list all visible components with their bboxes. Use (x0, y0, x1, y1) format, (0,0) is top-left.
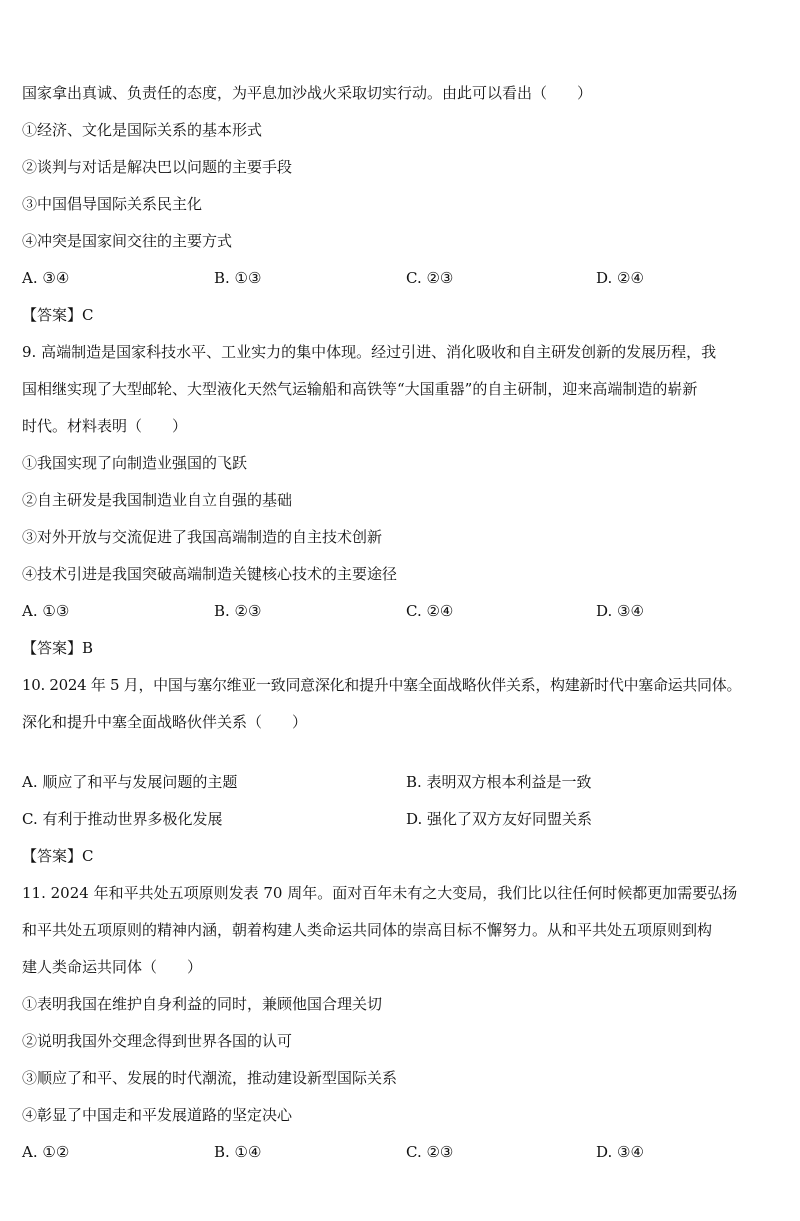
q9-item-2: ②自主研发是我国制造业自立自强的基础 (22, 491, 293, 509)
q11-option-b: B. ①④ (214, 1143, 262, 1161)
q10-stem-line-1: 10. 2024 年 5 月，中国与塞尔维亚一致同意深化和提升中塞全面战略伙伴关系，构建新时代中塞命运共同体。 (22, 676, 742, 694)
q11-item-3: ③顺应了和平、发展的时代潮流，推动建设新型国际关系 (22, 1069, 398, 1087)
q8-item-2: ②谈判与对话是解决巴以问题的主要手段 (22, 158, 293, 176)
q9-answer: 【答案】B (22, 639, 94, 657)
q10-option-c: C. 有利于推动世界多极化发展 (22, 810, 223, 828)
q11-option-c: C. ②③ (406, 1143, 454, 1161)
q10-answer: 【答案】C (22, 847, 94, 865)
q9-option-a: A. ①③ (22, 602, 70, 620)
q9-item-4: ④技术引进是我国突破高端制造关键核心技术的主要途径 (22, 565, 398, 583)
q8-option-a: A. ③④ (22, 269, 70, 287)
q11-stem-line-2: 和平共处五项原则的精神内涵，朝着构建人类命运共同体的崇高目标不懈努力。从和平共处五项原则到构 (22, 921, 713, 939)
q11-stem-line-3: 建人类命运共同体（ ） (22, 958, 203, 976)
q11-item-4: ④彰显了中国走和平发展道路的坚定决心 (22, 1106, 293, 1124)
q11-stem-line-1: 11. 2024 年和平共处五项原则发表 70 周年。面对百年未有之大变局，我们比以往任何时候都更加需要弘扬 (22, 884, 738, 902)
q8-option-c: C. ②③ (406, 269, 454, 287)
q8-item-1: ①经济、文化是国际关系的基本形式 (22, 121, 263, 139)
q8-answer: 【答案】C (22, 306, 94, 324)
q8-option-d: D. ②④ (596, 269, 644, 287)
q9-stem-line-2: 国相继实现了大型邮轮、大型液化天然气运输船和高铁等“大国重器”的自主研制，迎来高端制造的崭新 (22, 380, 698, 398)
q8-item-3: ③中国倡导国际关系民主化 (22, 195, 203, 213)
q9-option-b: B. ②③ (214, 602, 262, 620)
q9-stem-line-1: 9. 高端制造是国家科技水平、工业实力的集中体现。经过引进、消化吸收和自主研发创新的发展历程，我 (22, 343, 717, 361)
q10-option-d: D. 强化了双方友好同盟关系 (406, 810, 593, 828)
q10-stem-line-2: 深化和提升中塞全面战略伙伴关系（ ） (22, 713, 308, 731)
q11-option-a: A. ①② (22, 1143, 70, 1161)
q10-option-b: B. 表明双方根本利益是一致 (406, 773, 592, 791)
q8-item-4: ④冲突是国家间交往的主要方式 (22, 232, 233, 250)
q11-item-1: ①表明我国在维护自身利益的同时，兼顾他国合理关切 (22, 995, 383, 1013)
q9-stem-line-3: 时代。材料表明（ ） (22, 417, 188, 435)
q9-option-c: C. ②④ (406, 602, 454, 620)
q8-stem-line: 国家拿出真诚、负责任的态度，为平息加沙战火采取切实行动。由此可以看出（ ） (22, 84, 593, 102)
q10-option-a: A. 顺应了和平与发展问题的主题 (22, 773, 238, 791)
q11-item-2: ②说明我国外交理念得到世界各国的认可 (22, 1032, 293, 1050)
q9-item-1: ①我国实现了向制造业强国的飞跃 (22, 454, 248, 472)
q11-option-d: D. ③④ (596, 1143, 644, 1161)
q9-option-d: D. ③④ (596, 602, 644, 620)
q9-item-3: ③对外开放与交流促进了我国高端制造的自主技术创新 (22, 528, 383, 546)
q8-option-b: B. ①③ (214, 269, 262, 287)
